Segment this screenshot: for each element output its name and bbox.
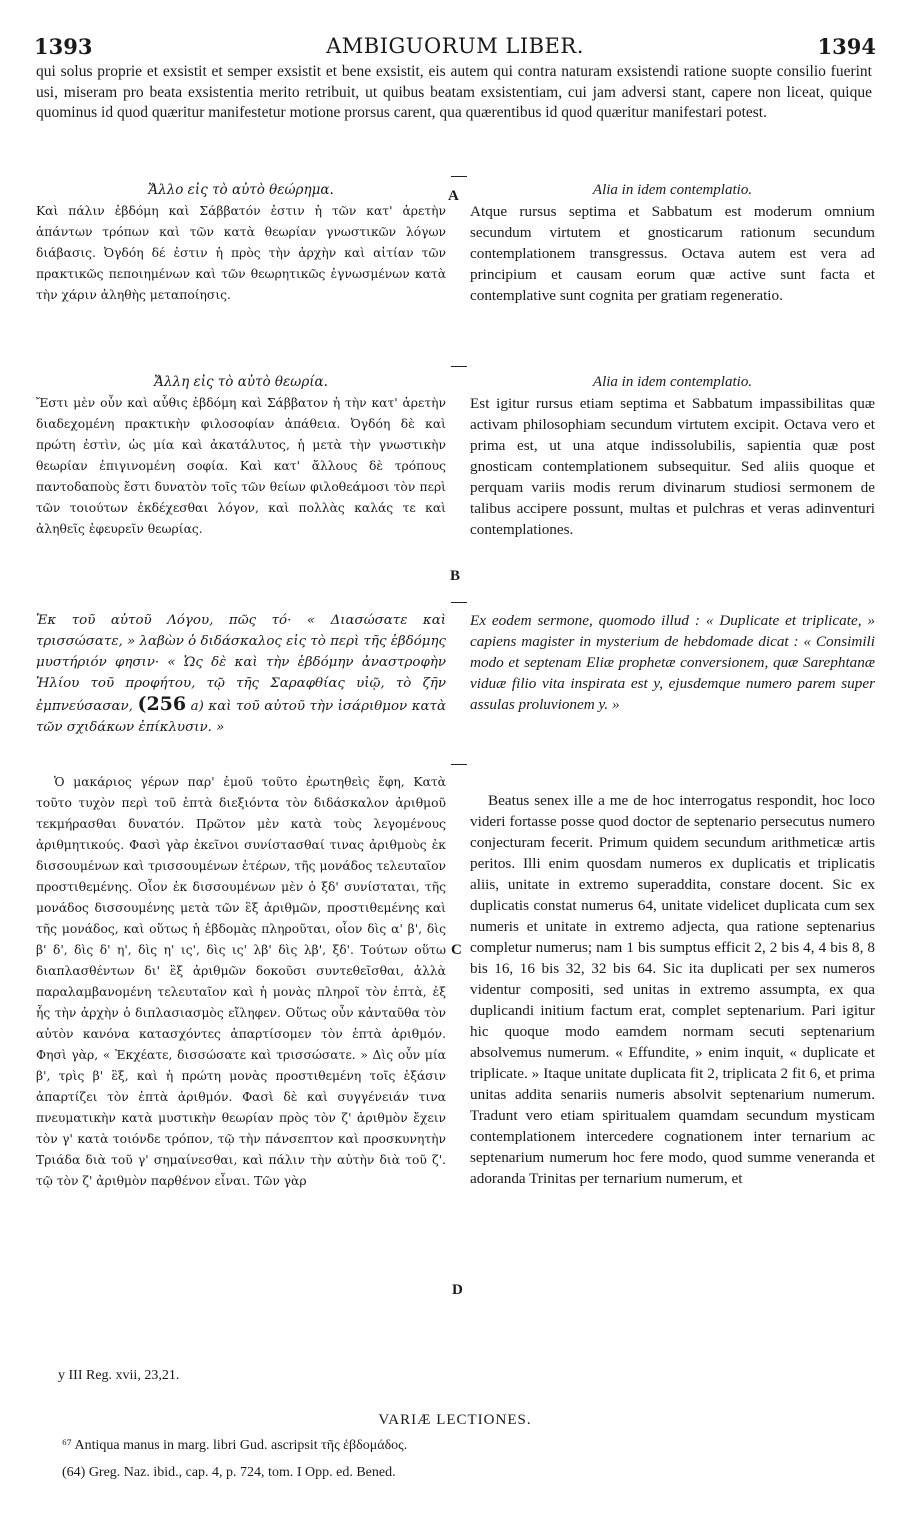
margin-letter-b: B [450, 568, 461, 584]
latin-section-4-text: Beatus senex ille a me de hoc interrogatus respondit, hoc loco videri fortasse posse quod doctor de septenario persecutus numero conjecturam fecerit. Primum quidem secundum arithmeticæ artis peritos. Illi enim quosdam numeros ex duplicatis et triplicatis aliis, unitate in extremo superaddita, constare docent. Sic ex duplicatis constat numerus 64, unitate videlicet duplicata cum sex numeris et unitate in extremo adjecta, qua ratione septenarius completur numerus; nam 1 bis sumptus efficit 2, 2 bis 4, 4 bis 8, 8 bis 16, 16 bis 32, 32 bis 64. Sic ita duplicati per sex numeros videntur compositi, sed unitas in extremo assumpta, ex qua duplicandi initium factum erat, complet septenarium. Pari igitur hic quoque modo eamdem normam secuti septenarium absolvemus numerum. « Effundite, » enim inquit, « duplicate et triplicate. » Itaque unitate duplicata fit 2, triplicata 2 fit 6, et prima unitas addita senariis numeris absolvit septenarium numerum. Tradunt vero etiam spiritualem quamdam secundum mysticam contemplationem intercedere cognationem inter ternarium ac septenarium numerum hoc fere modo, quod summe veneranda et adoranda Trinitas per ternarium numerum, et [470, 792, 875, 1187]
latin-section-1-text: Atque rursus septima et Sabbatum est moderum omnium secundum virtutem et gnosticarum rationum secundum contemplationem transgressus. Octava autem est vera ad principium et causam eorum quæ active sunt facta et contemplative sunt cognita per gratiam regeneratio. [470, 203, 875, 304]
latin-section-1-title: Alia in idem contemplatio. [592, 182, 753, 198]
page-number-left: 1393 [34, 34, 93, 59]
column-number: (256 [137, 693, 187, 715]
latin-section-2-title: Alia in idem contemplatio. [592, 374, 753, 390]
latin-section-1 [470, 180, 875, 306]
greek-section-3-a: Ἐκ τοῦ αὐτοῦ Λόγου, πῶς τό· « Διασώσατε καὶ τρισσώσατε, » λαβὼν ὁ διδάσκαλος εἰς τὸ περὶ τῆς ἑβδόμης μυστήριόν φησιν· « Ὡς δὲ καὶ τὴν ἑβδόμην ἀναστροφὴν Ἠλίου τοῦ προφήτου, τῷ τῆς Σαραφθίας υἱῷ, τὸ ζῆν ἐμπνεύσασαν, [36, 613, 446, 714]
margin-letter-d: D [452, 1282, 463, 1298]
greek-section-4 [36, 772, 446, 1192]
greek-section-4-text: Ὁ μακάριος γέρων παρ' ἐμοῦ τοῦτο ἐρωτηθεὶς ἔφη, Κατὰ τοῦτο τυχὸν περὶ τοῦ ἑπτὰ διεξιόντα τὸν διδάσκαλον ἀριθμοῦ τεκμήρασθαι δυνατόν. Πρῶτον μὲν κατὰ τοὺς λεγομένους ἀριθμητικούς. Φασὶ γὰρ ἐκεῖνοι συνίστασθαί τινας ἀριθμοὺς ἐκ δισσουμένων καὶ τρισσουμένων ἑτέρων, τῆς μονάδος τελευταῖον προστιθεμένης. Οἷον ἐκ δισσουμένων μὲν ὁ ξδ' συνίσταται, τῆς μονάδος δισσουμένης μετὰ τῶν ἓξ ἀριθμῶν, προστιθεμένης καὶ τῆς μονάδος, καὶ οὕτως ἡ ἑβδομὰς πληροῦται, οἷον δὶς α' β', δὶς β' δ', δὶς δ' η', δὶς η' ις', δὶς ις' λβ' δὶς λβ', ξδ'. Τούτων οὕτω διαπλασθέντων δι' ἓξ ἀριθμῶν δοκοῦσι συντεθεῖσθαι, ἀλλὰ παραλαμβανομένη τελευταῖον καὶ ἡ μονὰς πληροῖ τὸν ἑπτὰ, ἐξ ἧς τὴν ἀρχὴν ὁ διπλασιασμὸς εἴληφεν. Οὕτως οὖν κἀνταῦθα τὸν αὐτὸν κανόνα κατασχόντες ἀπαρτίσομεν τὸν ἑπτὰ ἀριθμόν. Φησὶ γὰρ, « Ἐκχέατε, δισσώσατε καὶ τρισσώσατε. » Δὶς οὖν μία β', τρὶς β' ἓξ, καὶ ἡ πρώτη μονὰς προστιθεμένη τοῖς ἑξάσιν ἀπαρτίζει τὸν ἑπτὰ ἀριθμόν. Φασὶ δὲ καὶ συγγένειάν τινα πνευματικὴν κατὰ μυστικὴν θεωρίαν πρὸς τὸν ζ' ἀριθμὸν ἔχειν τὸν γ' κατὰ τοιόνδε τρόπον, τῷ τὴν πάνσεπτον καὶ προσκυνητὴν Τριάδα διὰ τοῦ γ' σημαίνεσθαι, καὶ πάλιν τὴν αὐτὴν διὰ τοῦ ζ'. τῷ τὸν ζ' ἀριθμὸν παρθένον εἶναι. Τῶν γὰρ [36, 775, 446, 1188]
page-number-right: 1394 [817, 34, 876, 59]
separator-dash [451, 176, 467, 177]
separator-dash [451, 764, 467, 765]
latin-section-2-text: Est igitur rursus etiam septima et Sabbatum impassibilitas quæ activam philosophiam secundum virtutem excipit. Octava vero et prima est, ut una atque indissolubilis, sapientia quæ post gnosticam contemplationem subsequitur. Sed aliis quoque et perquam variis modis rerum divinarum studiosi sermonem de talibus accipere possunt, multas et pulchras et veras adinventuri contemplationes. [470, 395, 875, 538]
margin-letter-c: C [451, 942, 462, 958]
footnote-variant-2: (64) Greg. Naz. ibid., cap. 4, p. 724, tom. I Opp. ed. Bened. [62, 1465, 396, 1480]
greek-section-3-text [36, 610, 446, 738]
greek-section-1-text: Καὶ πάλιν ἑβδόμη καὶ Σάββατόν ἐστιν ἡ τῶν κατ' ἀρετὴν ἁπάντων τρόπων καὶ τῶν κατὰ θεωρίαν γνωστικῶν λόγων διάβασις. Ὀγδόη δέ ἐστιν ἡ πρὸς τὴν ἀρχὴν καὶ αἰτίαν τῶν πρακτικῶς πεποιημένων καὶ τῶν θεωρητικῶς ἐγνωσμένων κατὰ τὴν χάριν ἀληθὴς μεταποίησις. [36, 204, 446, 302]
latin-section-3 [470, 610, 875, 715]
latin-section-4 [470, 790, 875, 1189]
greek-section-2-text: Ἔστι μὲν οὖν καὶ αὖθις ἑβδόμη καὶ Σάββατον ἡ τὴν κατ' ἀρετὴν διαδεχομένη πρακτικὴν φιλοσοφίαν ἀπάθεια. Ὀγδόη δὲ καὶ πρώτη ἐστὶν, ὡς μία καὶ ἀκατάλυτος, ἡ μετὰ τὴν γνωστικὴν θεωρίαν ἐπιγινομένη σοφία. Καὶ κατ' ἄλλους δὲ τρόπους παντοδαποὺς ἔστι δυνατὸν τοῖς τῶν θείων φιλοθεάμοσι τὸν περὶ τῶν τοιούτων ἐκδέχεσθαι λόγον, καὶ πολλὰς καλάς τε καὶ ἀληθεῖς ἐφευρεῖν θεωρίας. [36, 396, 446, 536]
running-header [28, 30, 882, 60]
page-title: AMBIGUORUM LIBER. [326, 34, 584, 58]
greek-section-1-title: Ἄλλο εἰς τὸ αὐτὸ θεώρημα. [148, 182, 334, 198]
variae-lectiones-title: VARIÆ LECTIONES. [378, 1412, 532, 1428]
greek-section-2 [36, 372, 446, 540]
separator-dash [451, 602, 467, 603]
footnote-variant-1: ⁶⁷ Antiqua manus in marg. libri Gud. ascripsit τῆς ἑβδομάδος. [62, 1438, 408, 1453]
footnote-reference: y III Reg. xvii, 23,21. [58, 1368, 180, 1383]
latin-section-3-text: Ex eodem sermone, quomodo illud : « Duplicate et triplicate, » capiens magister in mysterium de hebdomade dicat : « Consimili modo et septenam Eliæ prophetæ conversionem, quæ Sarephtanæ viduæ filio vita inspirata est y, ejusdemque numero parem super assulas proluvionem y. » [470, 612, 875, 713]
greek-section-3 [36, 610, 446, 738]
greek-section-3-b: a) καὶ τοῦ αὐτοῦ τὴν ἰσάριθμον κατὰ τῶν σχιδάκων ἐπίκλυσιν. » [36, 699, 446, 735]
margin-letter-a: A [448, 188, 459, 204]
greek-section-1 [36, 180, 446, 306]
latin-section-2 [470, 372, 875, 540]
greek-section-2-title: Ἄλλη εἰς τὸ αὐτὸ θεωρία. [154, 374, 328, 390]
intro-paragraph: qui solus proprie et exsistit et semper exsistit et bene exsistit, eis autem qui contra naturam exsistendi ratione suopte consilio fuerint usi, miseram pro beata exsistentia merito retribuit, ut quibus beatam exsistentiam, cui jam adversi stant, capere non liceat, quique quominus id quod quæritur manifestetur motione prorsus carent, qua quærentibus id quod quæritur manifestari potest. [36, 63, 872, 122]
separator-dash [451, 366, 467, 367]
